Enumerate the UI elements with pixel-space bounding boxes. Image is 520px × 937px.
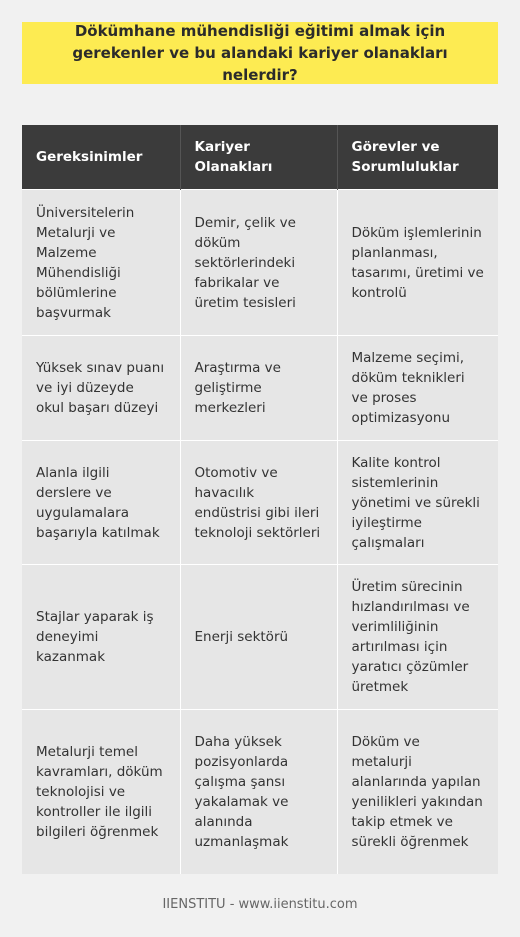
table-cell: Otomotiv ve havacılık endüstrisi gibi ileri teknoloji sektörleri <box>180 441 337 565</box>
header-duties: Görevler ve Sorumluluklar <box>337 125 498 190</box>
table-cell: Üniversitelerin Metalurji ve Malzeme Mühendisliği bölümlerine başvurmak <box>22 190 180 336</box>
footer-credit: IIENSTITU - www.iienstitu.com <box>162 897 358 912</box>
table-cell: Alanla ilgili derslere ve uygulamalara başarıyla katılmak <box>22 441 180 565</box>
table-cell: Daha yüksek pozisyonlarda çalışma şansı yakalamak ve alanında uzmanlaşmak <box>180 710 337 874</box>
table-cell: Stajlar yaparak iş deneyimi kazanmak <box>22 565 180 710</box>
page-title: Dökümhane mühendisliği eğitimi almak için gerekenler ve bu alandaki kariyer olanakları nelerdir? <box>72 22 448 84</box>
table-cell: Enerji sektörü <box>180 565 337 710</box>
table-cell: Kalite kontrol sistemlerinin yönetimi ve sürekli iyileştirme çalışmaları <box>337 441 498 565</box>
table-row <box>22 441 498 565</box>
info-table <box>22 125 498 874</box>
title-banner <box>22 22 498 84</box>
table-cell: Malzeme seçimi, döküm teknikleri ve proses optimizasyonu <box>337 336 498 441</box>
table-cell: Üretim sürecinin hızlandırılması ve verimliliğinin artırılması için yaratıcı çözümler üretmek <box>337 565 498 710</box>
table-cell: Döküm ve metalurji alanlarında yapılan yenilikleri yakından takip etmek ve sürekli öğrenmek <box>337 710 498 874</box>
table-row <box>22 710 498 874</box>
header-career: Kariyer Olanakları <box>180 125 337 190</box>
table-cell: Döküm işlemlerinin planlanması, tasarımı, üretimi ve kontrolü <box>337 190 498 336</box>
table-cell: Araştırma ve geliştirme merkezleri <box>180 336 337 441</box>
table-cell: Metalurji temel kavramları, döküm teknolojisi ve kontroller ile ilgili bilgileri öğrenmek <box>22 710 180 874</box>
table-cell: Demir, çelik ve döküm sektörlerindeki fabrikalar ve üretim tesisleri <box>180 190 337 336</box>
table-header-row <box>22 125 498 190</box>
table-cell: Yüksek sınav puanı ve iyi düzeyde okul başarı düzeyi <box>22 336 180 441</box>
table-row <box>22 565 498 710</box>
table-row <box>22 336 498 441</box>
table-row <box>22 190 498 336</box>
header-requirements: Gereksinimler <box>22 125 180 190</box>
